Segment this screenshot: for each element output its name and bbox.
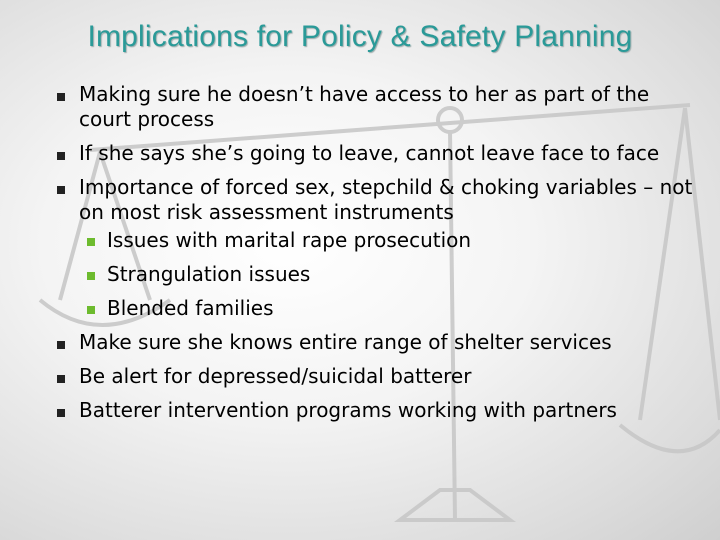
sub-bullet-square-icon — [87, 306, 95, 314]
slide-title: Implications for Policy & Safety Planning — [87, 20, 633, 53]
bullet-text: Importance of forced sex, stepchild & choking variables – not on most risk assessment instruments — [79, 175, 693, 224]
bullet-square-icon — [57, 375, 65, 383]
bullet-text: Batterer intervention programs working with partners — [79, 398, 617, 422]
sub-bullet-list — [79, 228, 705, 321]
sub-bullet-square-icon — [87, 238, 95, 246]
bullet-square-icon — [57, 93, 65, 101]
bullet-item — [55, 330, 705, 355]
sub-bullet-item — [84, 228, 705, 253]
bullet-square-icon — [57, 341, 65, 349]
sub-bullet-text: Issues with marital rape prosecution — [107, 228, 472, 252]
bullet-item — [55, 141, 705, 166]
bullet-text: Be alert for depressed/suicidal batterer — [79, 364, 472, 388]
bullet-item — [55, 364, 705, 389]
bullet-item — [55, 82, 705, 132]
sub-bullet-square-icon — [87, 272, 95, 280]
bullet-item — [55, 175, 705, 321]
bullet-square-icon — [57, 409, 65, 417]
bullet-square-icon — [57, 186, 65, 194]
bullet-text: Make sure she knows entire range of shelter services — [79, 330, 612, 354]
bullet-square-icon — [57, 152, 65, 160]
sub-bullet-item — [84, 296, 705, 321]
bullet-text: Making sure he doesn’t have access to her as part of the court process — [79, 82, 650, 131]
sub-bullet-text: Blended families — [107, 296, 274, 320]
bullet-list — [55, 82, 705, 432]
bullet-item — [55, 398, 705, 423]
sub-bullet-text: Strangulation issues — [107, 262, 311, 286]
sub-bullet-item — [84, 262, 705, 287]
bullet-text: If she says she’s going to leave, cannot leave face to face — [79, 141, 660, 165]
